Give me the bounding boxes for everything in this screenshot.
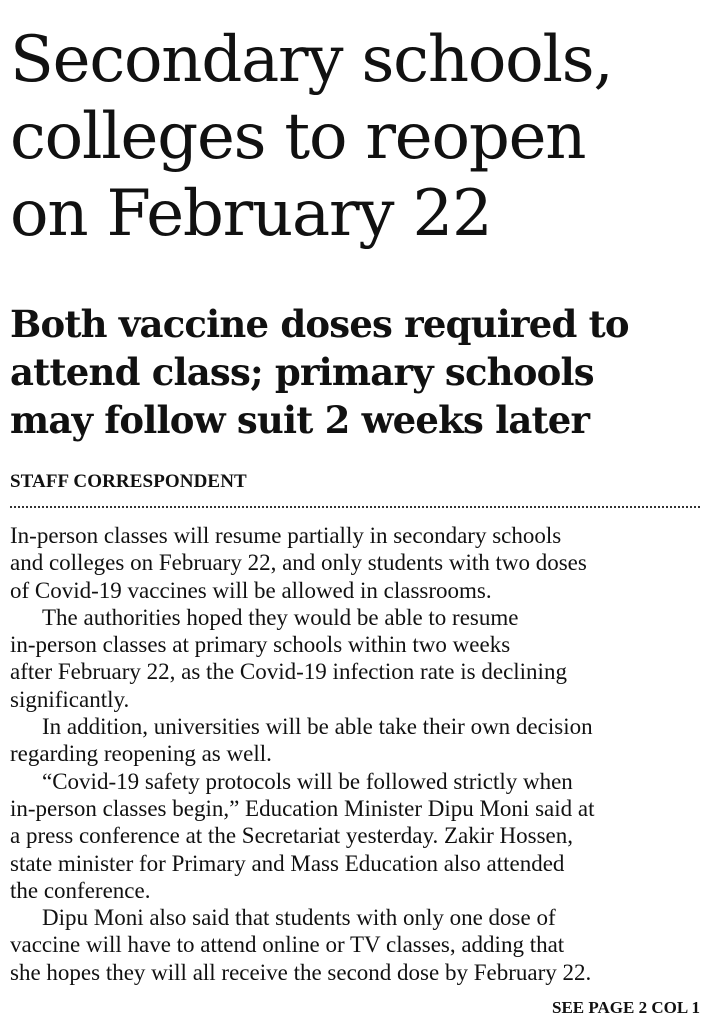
- body-line: after February 22, as the Covid-19 infection rate is declining: [10, 659, 567, 685]
- article-body: [10, 522, 702, 986]
- body-line: significantly.: [10, 686, 130, 712]
- dotted-divider: [10, 506, 700, 508]
- byline: STAFF CORRESPONDENT: [10, 471, 247, 492]
- body-line: she hopes they will all receive the second dose by February 22.: [10, 959, 592, 985]
- body-line: state minister for Primary and Mass Education also attended: [10, 850, 565, 876]
- subheadline: [10, 300, 700, 444]
- body-line: a press conference at the Secretariat yesterday. Zakir Hossen,: [10, 823, 574, 849]
- headline: [10, 22, 700, 253]
- body-line: regarding reopening as well.: [10, 741, 272, 767]
- subheadline-line: may follow suit 2 weeks later: [10, 398, 590, 442]
- headline-line: colleges to reopen: [10, 100, 586, 174]
- body-line: “Covid-19 safety protocols will be followed strictly when: [42, 768, 573, 794]
- continued-on-page-link[interactable]: SEE PAGE 2 COL 1: [552, 998, 700, 1017]
- subheadline-line: Both vaccine doses required to: [10, 302, 629, 346]
- body-line: of Covid-19 vaccines will be allowed in classrooms.: [10, 577, 492, 603]
- body-line: and colleges on February 22, and only students with two doses: [10, 550, 587, 576]
- body-line: The authorities hoped they would be able to resume: [42, 604, 519, 630]
- headline-line: on February 22: [10, 177, 492, 251]
- body-line: Dipu Moni also said that students with only one dose of: [42, 905, 556, 931]
- headline-line: Secondary schools,: [10, 23, 613, 97]
- body-line: in-person classes begin,” Education Minister Dipu Moni said at: [10, 795, 595, 821]
- body-line: in-person classes at primary schools within two weeks: [10, 632, 511, 658]
- body-line: In-person classes will resume partially in secondary schools: [10, 523, 562, 548]
- subheadline-line: attend class; primary schools: [10, 350, 594, 394]
- body-line: vaccine will have to attend online or TV classes, adding that: [10, 932, 565, 958]
- body-line: In addition, universities will be able take their own decision: [42, 714, 593, 740]
- body-line: the conference.: [10, 877, 151, 903]
